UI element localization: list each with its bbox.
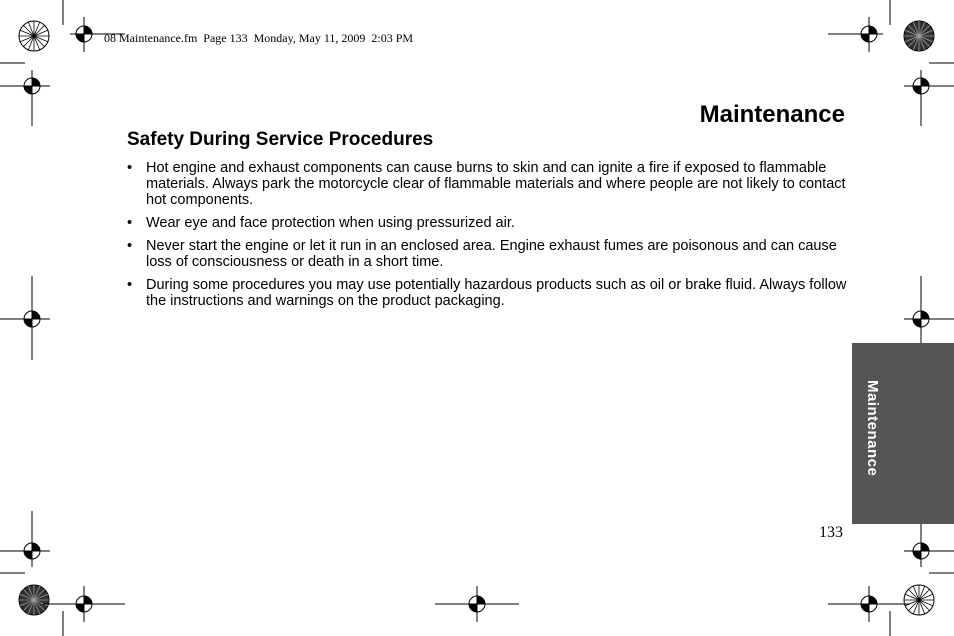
list-item-text: Never start the engine or let it run in an enclosed area. Engine exhaust fumes are poisonous and can cause loss of consciousness or death in a short time. [146, 238, 837, 270]
print-slug: 08 Maintenance.fm Page 133 Monday, May 11, 2009 2:03 PM [104, 31, 414, 45]
chapter-side-tab [852, 343, 954, 524]
list-item [127, 160, 847, 208]
list-item [127, 277, 847, 309]
list-item [127, 215, 847, 231]
bullet-symbol: • [127, 277, 133, 293]
bullet-symbol: • [127, 238, 133, 254]
list-item-text: Hot engine and exhaust components can cause burns to skin and can ignite a fire if exposed to flammable materials. Always park the motorcycle clear of flammable materials and where people are not likely to contact hot components. [146, 160, 846, 208]
list-item [127, 238, 847, 270]
side-tab-label: Maintenance [864, 380, 881, 477]
bullet-symbol: • [127, 215, 133, 231]
section-title: Safety During Service Procedures [127, 129, 434, 150]
list-item-text: During some procedures you may use potentially hazardous products such as oil or brake fluid. Always follow the instructions and warnings on the product packaging. [146, 277, 847, 309]
bullet-symbol: • [127, 160, 133, 176]
page-heading: Maintenance [699, 101, 845, 128]
page-number: 133 [819, 524, 843, 541]
list-item-text: Wear eye and face protection when using pressurized air. [146, 215, 515, 231]
safety-bullet-list [127, 160, 847, 316]
